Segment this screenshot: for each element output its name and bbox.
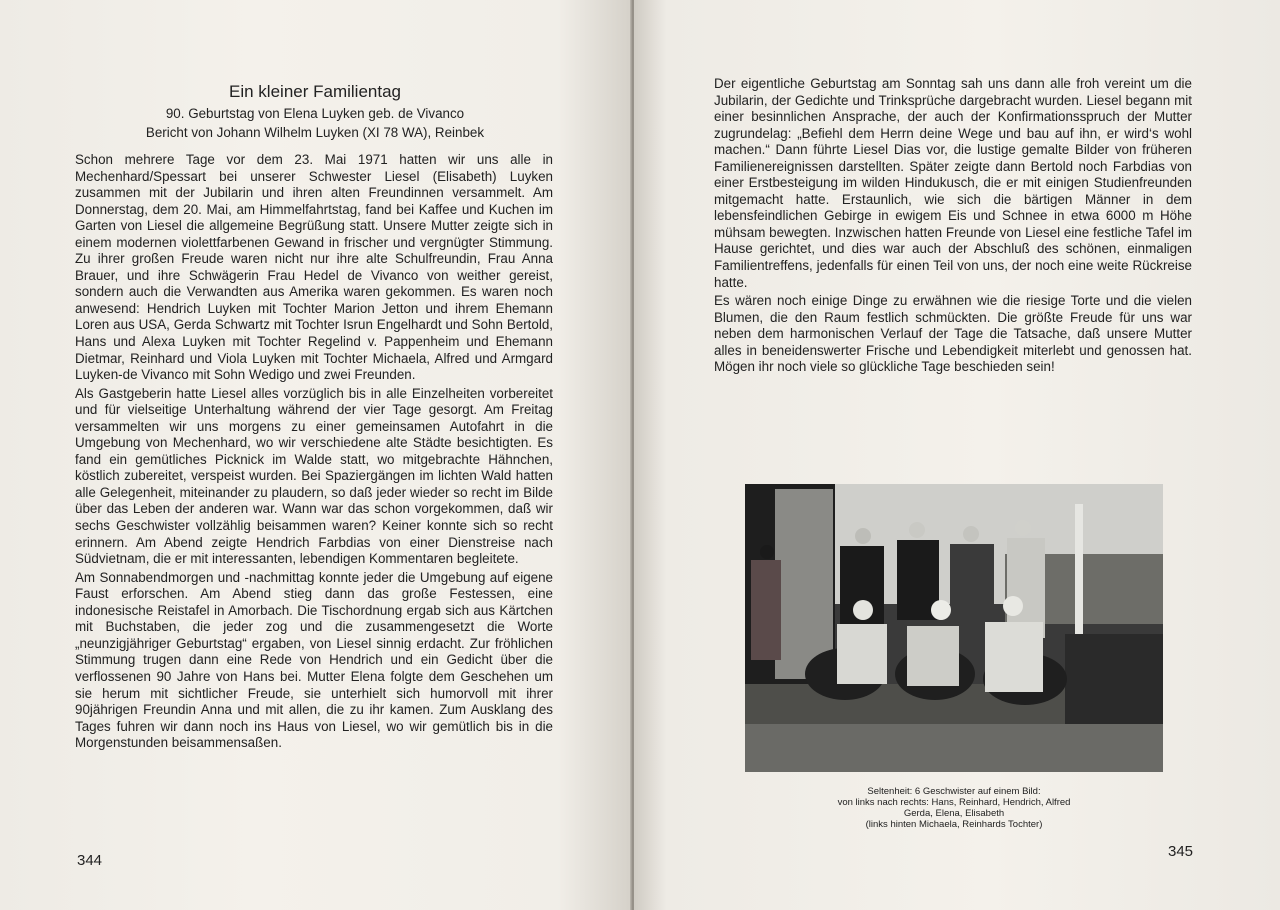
paragraph: Der eigentliche Geburtstag am Sonntag sah uns dann alle froh vereint um die Jubilarin, der Gedichte und Trinksprüche dargebracht wurden. Liesel begann mit einer besinnlichen Ansprache, der auch der Konfirmationsspruch der Mutter zugrundelag: „Befiehl dem Herrn deine Wege und bau auf ihn, er wird‘s wohl machen.“ Dann führte Liesel Dias vor, die lustige gemalte Bilder von früheren Familienereignissen darstellten. Später zeigte dann Bertold noch Farbdias von einer Erstbesteigung im wilden Hindukusch, die er mit einigen Studienfreunden mitgemacht hatte. Erstaunlich, wie sich die bärtigen Männer in dem lebensfeindlichen Gebirge in ewigem Eis und Schnee in etwa 6000 m Höhe mühsam bewegten. Inzwischen hatten Freunde von Liesel eine festliche Tafel im Hause gerichtet, und dies war auch der Abschluß des schönen, einmaligen Familientreffens, jedenfalls für einen Teil von uns, der noch eine weite Rückreise hatte. [714,76,1192,290]
right-body-text [714,76,1192,376]
article-title: Ein kleiner Familientag [229,82,401,101]
caption-line: Seltenheit: 6 Geschwister auf einem Bild: [867,786,1041,797]
paragraph: Als Gastgeberin hatte Liesel alles vorzüglich bis in alle Einzelheiten vorbereitet und für vielseitige Unterhaltung während der vier Tage gesorgt. Am Freitag versammelten wir uns morgens zu einer gemeinsamen Autofahrt in die Umgebung von Mechenhard, wo wir verschiedene alte Städte besichtigten. Es fand ein gemütliches Picknick im Walde statt, wo mitgebrachte Hähnchen, köstlich zubereitet, verspeist wurden. Bei Spaziergängen im lichten Wald hatten alle Gelegenheit, miteinander zu plaudern, so daß jeder wieder so recht im Bilde über das Leben der anderen war. Wann war das schon vorgekommen, daß wir sechs Geschwister vollzählig beisammen waren? Keiner konnte sich so recht erinnern. Am Abend zeigte Hendrich Farbdias von einer Dienstreise nach Südvietnam, die er mit interessanten, lebendigen Kommentaren begleitete. [75,385,553,567]
article-subtitle: 90. Geburtstag von Elena Luyken geb. de Vivanco [165,106,465,121]
family-photo-image [745,484,1163,772]
caption-line: (links hinten Michaela, Reinhards Tochter) [865,819,1043,830]
photo-caption [745,786,1163,830]
article-byline: Bericht von Johann Wilhelm Luyken (XI 78 WA), Reinbek [145,125,485,140]
paragraph: Es wären noch einige Dinge zu erwähnen wie die riesige Torte und die vielen Blumen, die den Raum festlich schmückten. Die größte Freude für uns war neben dem harmonischen Verlauf der Tage die Tatsache, daß unsere Mutter alles in beneidenswerter Frische und Lebendigkeit miterlebt und genossen hat. Mögen ihr noch viele so glückliche Tage beschieden sein! [714,293,1192,375]
caption-line: von links nach rechts: Hans, Reinhard, Hendrich, Alfred [837,797,1071,808]
caption-line: Gerda, Elena, Elisabeth [903,808,1005,819]
paragraph: Am Sonnabendmorgen und -nachmittag konnte jeder die Umgebung auf eigene Faust erforschen. Am Abend stieg dann das große Festessen, eine indonesische Reistafel in Amorbach. Die Tischordnung ergab sich aus Kärtchen mit Buchstaben, die jeder zog und die zusammengesetzt die Worte „neunzigjähriger Geburtstag“ ergaben, von Liesel sinnig erdacht. Zur fröhlichen Stimmung trugen dann eine Rede von Hendrich und ein Gedicht über die verflossenen 90 Jahre von Hans bei. Mutter Elena folgte dem Geschehen um sie herum mit sichtlicher Freude, sie unterhielt sich humorvoll mit ihrer 90jährigen Freundin Anna und mit allen, die zu ihr kamen. Zum Ausklang des Tages fuhren wir dann noch ins Haus von Liesel, wo wir gemütlich bis in die Morgenstunden beisammensaßen. [75,569,553,751]
family-photo [745,484,1163,772]
paragraph: Schon mehrere Tage vor dem 23. Mai 1971 hatten wir uns alle in Mechenhard/Spessart bei unserer Schwester Liesel (Elisabeth) Luyken zusammen mit der Jubilarin und ihren alten Freundinnen versammelt. Am Donnerstag, dem 20. Mai, am Himmelfahrtstag, fand bei Kaffee und Kuchen im Garten von Liesel die allgemeine Begrüßung statt. Unsere Mutter zeigte sich in einem modernen violettfarbenen Gewand in frischer und vergnügter Stimmung. Zu ihrer großen Freude waren nicht nur ihre alte Schulfreundin, Frau Anna Brauer, und ihre Schwägerin Frau Hedel de Vivanco von weither gereist, sondern auch die Verwandten aus Amerika waren gekommen. Es waren noch anwesend: Hendrich Luyken mit Tochter Marion Jetton und ihrem Ehemann Loren aus USA, Gerda Schwartz mit Tochter Isrun Engelhardt und Sohn Bertold, Hans und Alexa Luyken mit Tochter Regelind v. Pappenheim und Ehemann Dietmar, Reinhard und Viola Luyken mit Tochter Michaela, Alfred und Armgard Luyken-de Vivanco mit Sohn Wedigo und zwei Freunden. [75,152,553,383]
page-number-right: 345 [1168,843,1194,860]
left-body-text [75,152,553,752]
left-page [0,0,634,910]
page-number-left: 344 [77,852,103,869]
